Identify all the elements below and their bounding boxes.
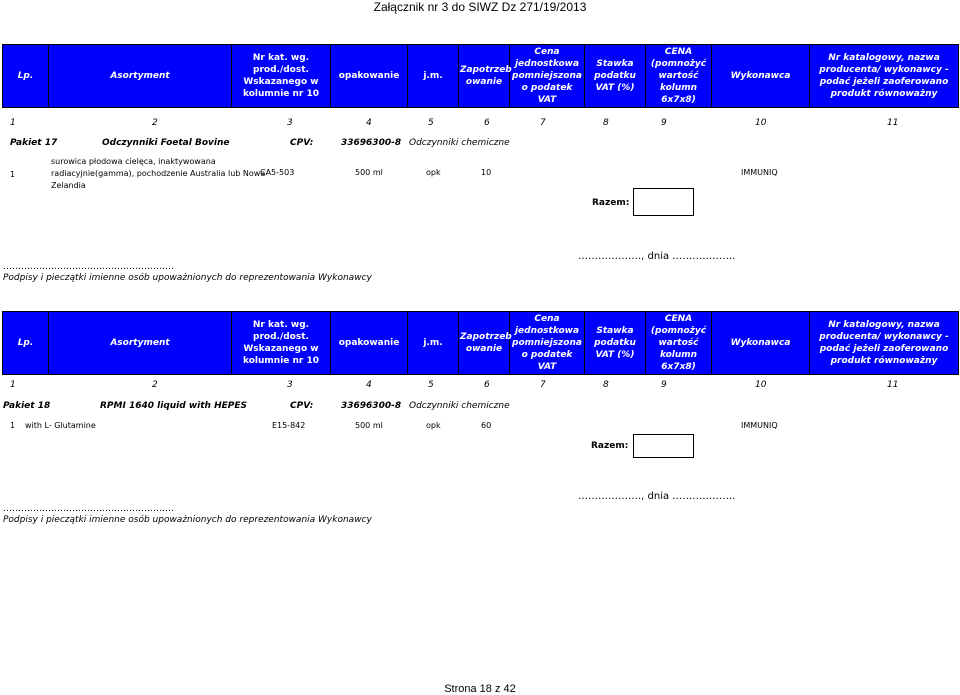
column-number: 2 [152, 380, 158, 390]
item-jm: opk [426, 168, 441, 177]
column-number: 5 [428, 118, 434, 128]
pakiet-name: Odczynniki Foetal Bovine [102, 138, 230, 148]
razem-label: Razem: [592, 198, 630, 208]
signature-caption: Podpisy i pieczątki imienne osób upoważnionych do reprezentowania Wykonawcy [3, 273, 372, 283]
item-wykonawca: IMMUNIQ [741, 421, 778, 430]
col-jm: j.m. [408, 45, 459, 108]
col-cena: CENA (pomnożyć wartość kolumn 6x7x8) [646, 312, 712, 375]
column-number: 6 [484, 118, 490, 128]
cpv-label: CPV: [290, 138, 314, 148]
column-number: 10 [755, 118, 767, 128]
col-wykonawca: Wykonawca [712, 45, 810, 108]
col-cena: CENA (pomnożyć wartość kolumn 6x7x8) [646, 45, 712, 108]
column-numbers-2 [0, 380, 960, 392]
column-number: 4 [366, 118, 372, 128]
item-jm: opk [426, 421, 441, 430]
item-zapotrzebowanie: 60 [481, 421, 492, 430]
column-number: 4 [366, 380, 372, 390]
table-row-1 [0, 156, 960, 192]
col-nr-kat: Nr kat. wg. prod./dost. Wskazanego w kolumnie nr 10 [232, 45, 331, 108]
signature-dots: ………………………………………………… [3, 262, 174, 272]
pakiet-number: Pakiet 17 [10, 138, 58, 148]
item-zapotrzebowanie: 10 [481, 168, 492, 177]
cpv-code: 33696300-8 [341, 401, 402, 411]
item-opakowanie: 500 ml [355, 421, 383, 430]
col-zapotrzebowanie: Zapotrzeb owanie [459, 45, 510, 108]
column-number: 11 [887, 380, 899, 390]
item-asortyment-line: surowica płodowa cielęca, inaktywowana [51, 157, 216, 166]
item-lp: 1 [10, 421, 16, 430]
column-numbers-1 [0, 118, 960, 130]
document-title: Załącznik nr 3 do SIWZ Dz 271/19/2013 [373, 0, 587, 14]
col-zapotrzebowanie: Zapotrzeb owanie [459, 312, 510, 375]
col-nr-katalogowy: Nr katalogowy, nazwa producenta/ wykonawcy - podać jeżeli zaoferowano produkt równoważny [810, 45, 959, 108]
col-asortyment: Asortyment [49, 45, 232, 108]
col-opakowanie: opakowanie [331, 45, 408, 108]
column-number: 2 [152, 118, 158, 128]
col-nr-kat: Nr kat. wg. prod./dost. Wskazanego w kolumnie nr 10 [232, 312, 331, 375]
col-lp: Lp. [3, 312, 49, 375]
col-stawka-vat: Stawka podatku VAT (%) [585, 45, 646, 108]
signature-dots: ………………………………………………… [3, 504, 174, 514]
cpv-code: 33696300-8 [341, 138, 402, 148]
item-opakowanie: 500 ml [355, 168, 383, 177]
item-asortyment-line: radiacyjnie(gamma), pochodzenie Australia lub Nowa [51, 169, 266, 178]
table-header-1 [2, 44, 959, 108]
column-number: 9 [661, 380, 667, 390]
column-number: 6 [484, 380, 490, 390]
pakiet-name: RPMI 1640 liquid with HEPES [100, 401, 247, 411]
razem-value-box[interactable] [633, 188, 694, 216]
col-lp: Lp. [3, 45, 49, 108]
col-wykonawca: Wykonawca [712, 312, 810, 375]
column-number: 10 [755, 380, 767, 390]
cpv-label: CPV: [290, 401, 314, 411]
col-jm: j.m. [408, 312, 459, 375]
col-opakowanie: opakowanie [331, 312, 408, 375]
cpv-description: Odczynniki chemiczne [409, 138, 510, 148]
col-cena-jednostkowa: Cena jednostkowa pomniejszona o podatek VAT [510, 312, 585, 375]
item-nr-kat: E15-842 [272, 421, 306, 430]
razem-label: Razem: [591, 441, 629, 451]
column-number: 7 [540, 380, 546, 390]
column-number: 1 [10, 118, 16, 128]
pakiet-row-2 [0, 401, 960, 413]
item-nr-kat: CA5-503 [260, 168, 295, 177]
col-nr-katalogowy: Nr katalogowy, nazwa producenta/ wykonawcy - podać jeżeli zaoferowano produkt równoważny [810, 312, 959, 375]
column-number: 7 [540, 118, 546, 128]
column-number: 5 [428, 380, 434, 390]
date-line: ………………., dnia ………………. [578, 491, 736, 502]
column-number: 8 [603, 380, 609, 390]
column-number: 8 [603, 118, 609, 128]
cpv-description: Odczynniki chemiczne [409, 401, 510, 411]
pakiet-row-1 [0, 138, 960, 150]
pakiet-number: Pakiet 18 [3, 401, 51, 411]
column-number: 3 [287, 118, 293, 128]
col-cena-jednostkowa: Cena jednostkowa pomniejszona o podatek VAT [510, 45, 585, 108]
page-footer: Strona 18 z 42 [444, 683, 516, 695]
col-asortyment: Asortyment [49, 312, 232, 375]
column-number: 1 [10, 380, 16, 390]
signature-caption: Podpisy i pieczątki imienne osób upoważnionych do reprezentowania Wykonawcy [3, 515, 372, 525]
date-line: ………………., dnia ………………. [578, 251, 736, 262]
table-row-2 [0, 421, 960, 433]
table-header-2 [2, 311, 959, 375]
column-number: 11 [887, 118, 899, 128]
item-asortyment-line: Zelandia [51, 181, 86, 190]
item-lp: 1 [10, 170, 16, 179]
razem-value-box[interactable] [633, 434, 694, 458]
item-wykonawca: IMMUNIQ [741, 168, 778, 177]
column-number: 9 [661, 118, 667, 128]
column-number: 3 [287, 380, 293, 390]
col-stawka-vat: Stawka podatku VAT (%) [585, 312, 646, 375]
item-asortyment-line: with L- Glutamine [25, 421, 96, 430]
